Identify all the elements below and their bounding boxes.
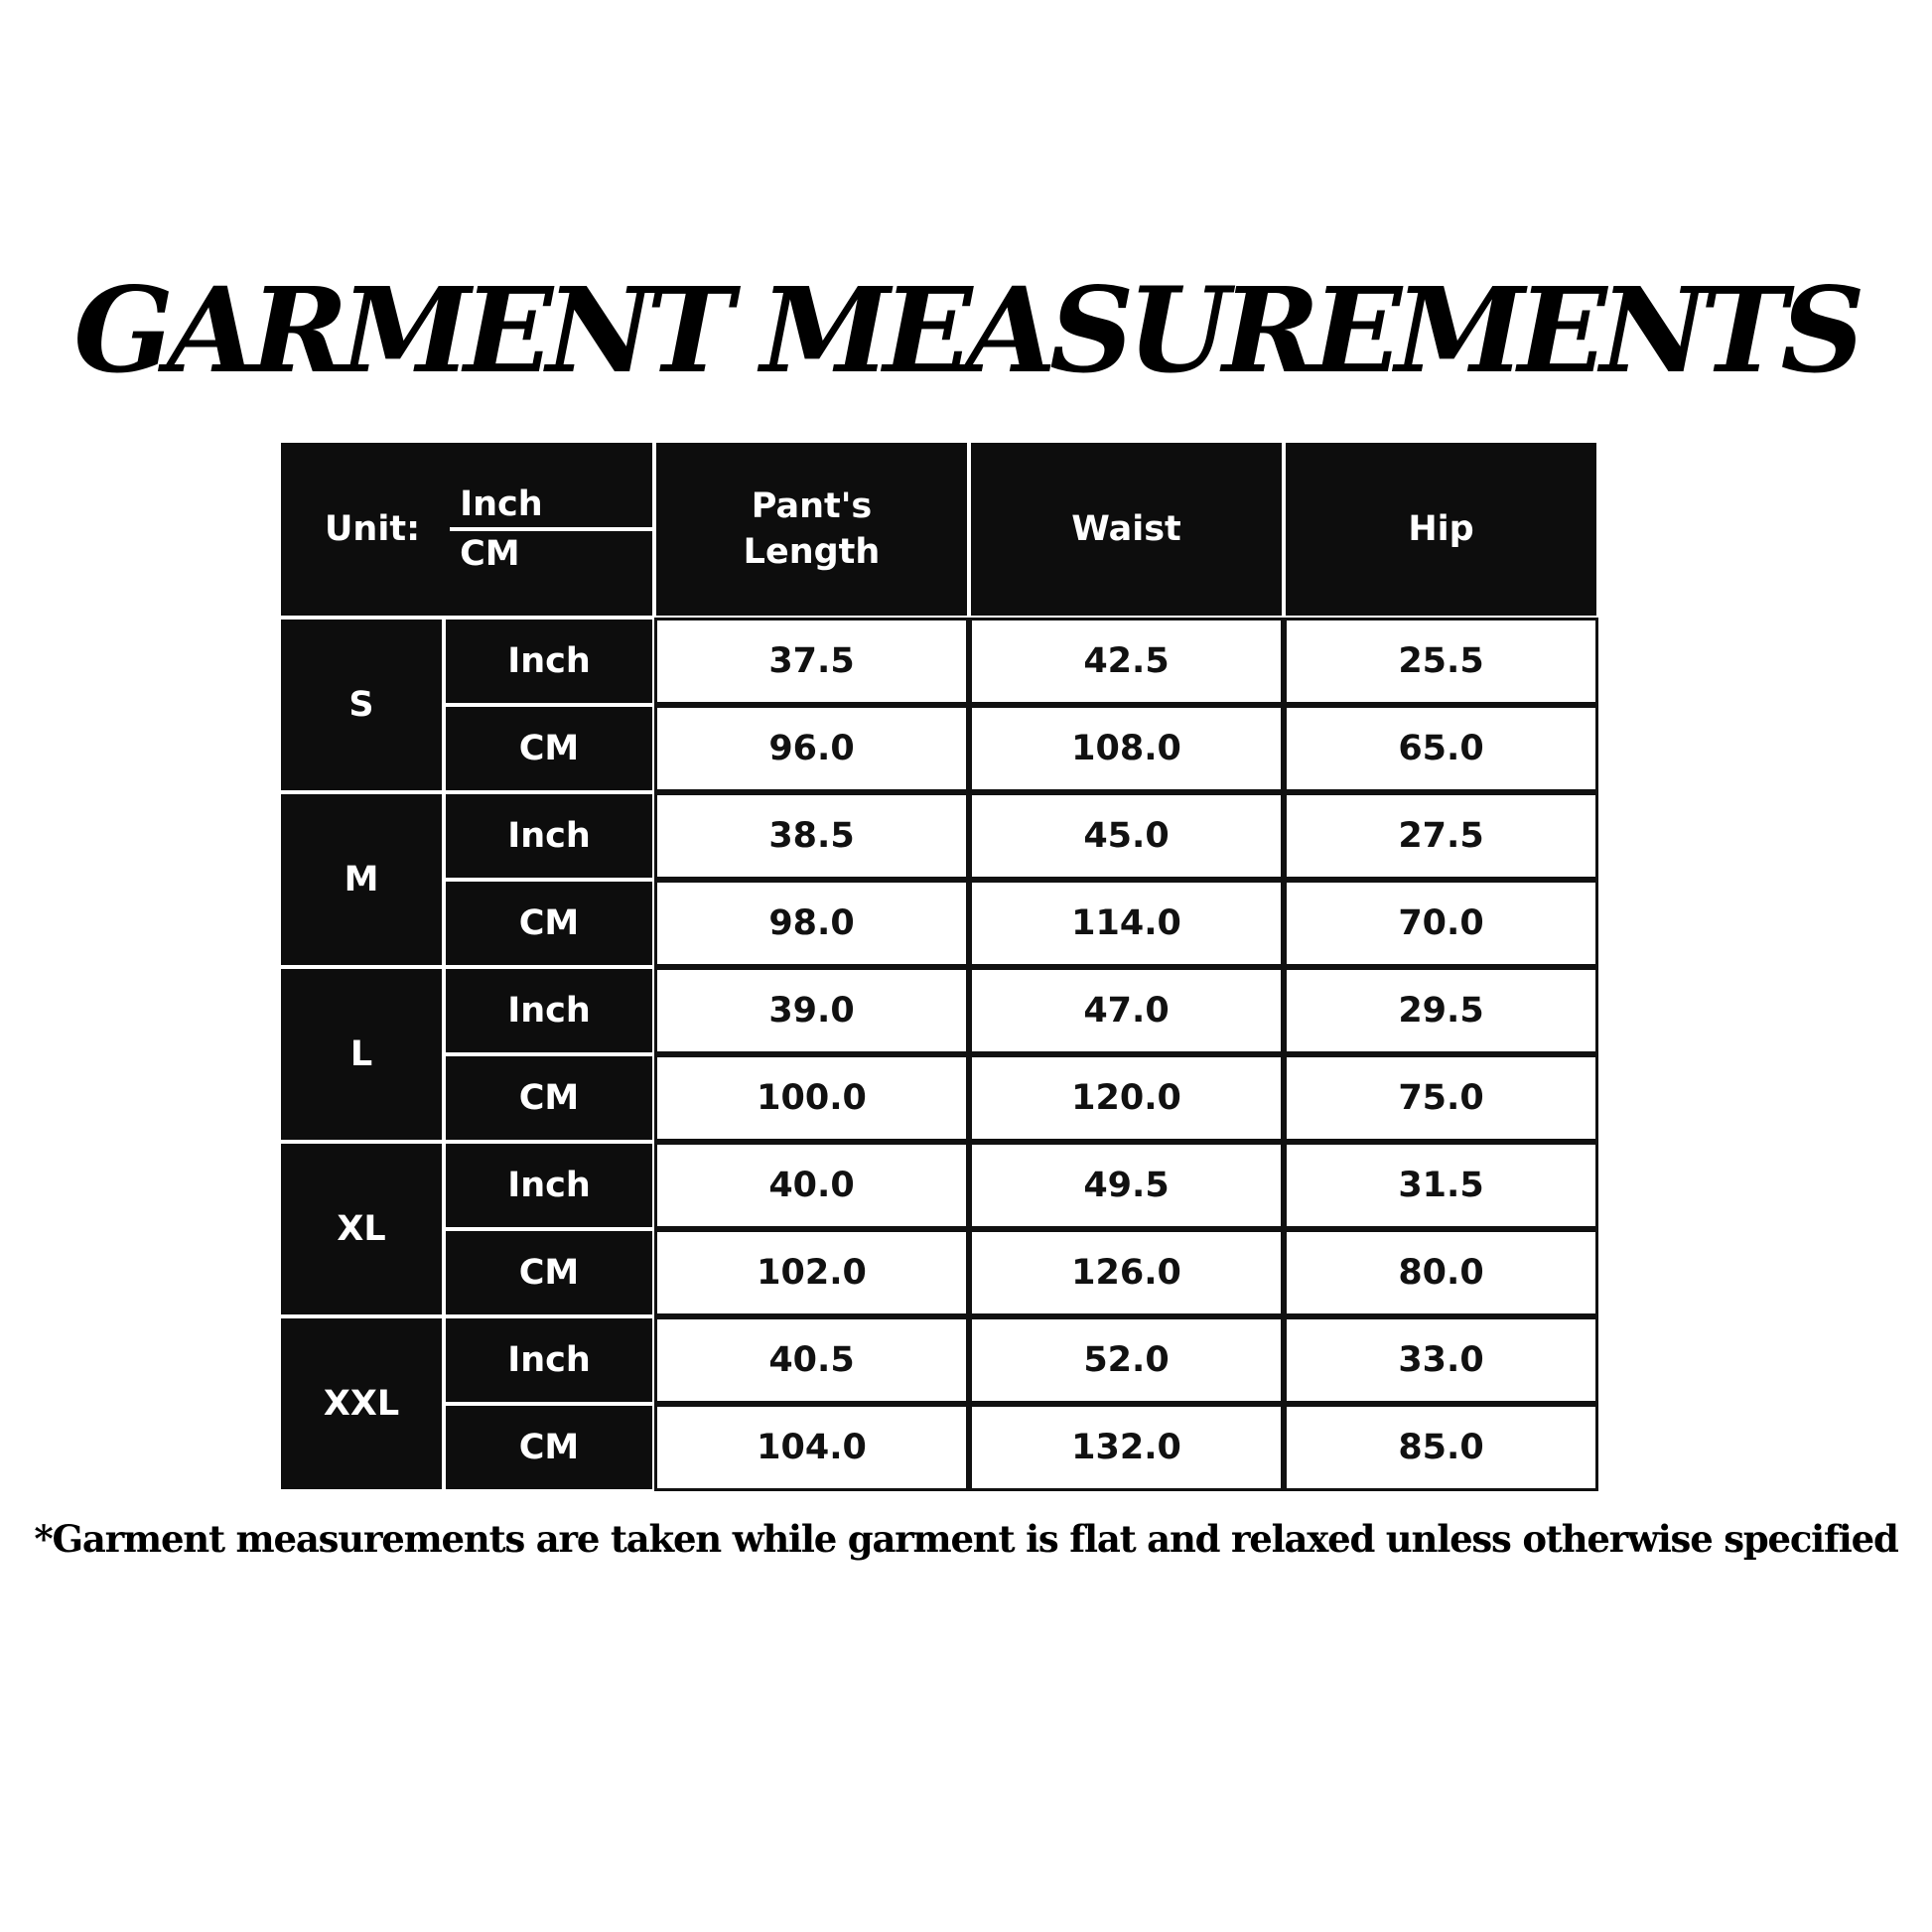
table-cell: 40.0 xyxy=(654,1142,969,1229)
table-cell: 108.0 xyxy=(969,705,1284,792)
table-cell: 52.0 xyxy=(969,1316,1284,1404)
table-cell: 42.5 xyxy=(969,618,1284,705)
footnote: *Garment measurements are taken while garment is flat and relaxed unless otherwise specified xyxy=(34,1517,1898,1561)
unit-row-label: Inch xyxy=(446,794,652,878)
unit-row-label: CM xyxy=(446,1231,652,1314)
table-cell: 33.0 xyxy=(1284,1316,1598,1404)
table-cell: 96.0 xyxy=(654,705,969,792)
unit-row-label: Inch xyxy=(446,1144,652,1227)
column-header: Hip xyxy=(1286,443,1596,616)
size-label: M xyxy=(281,794,442,965)
table-cell: 120.0 xyxy=(969,1054,1284,1142)
table-cell: 70.0 xyxy=(1284,880,1598,967)
table-cell: 49.5 xyxy=(969,1142,1284,1229)
table-cell: 100.0 xyxy=(654,1054,969,1142)
unit-row-label: CM xyxy=(446,1406,652,1489)
table-cell: 85.0 xyxy=(1284,1404,1598,1491)
table-cell: 104.0 xyxy=(654,1404,969,1491)
unit-row-label: CM xyxy=(446,707,652,790)
unit-stack xyxy=(450,482,666,577)
unit-row-label: Inch xyxy=(446,1318,652,1402)
unit-row-label: CM xyxy=(446,882,652,965)
table-cell: 31.5 xyxy=(1284,1142,1598,1229)
table-cell: 132.0 xyxy=(969,1404,1284,1491)
unit-header-cell xyxy=(281,443,652,616)
unit-cm-label: CM xyxy=(460,534,520,574)
table-cell: 39.0 xyxy=(654,967,969,1054)
size-label: XL xyxy=(281,1144,442,1314)
table-cell: 126.0 xyxy=(969,1229,1284,1316)
table-cell: 114.0 xyxy=(969,880,1284,967)
table-cell: 98.0 xyxy=(654,880,969,967)
table-cell: 40.5 xyxy=(654,1316,969,1404)
unit-row-label: Inch xyxy=(446,969,652,1052)
table-cell: 45.0 xyxy=(969,792,1284,880)
table-cell: 102.0 xyxy=(654,1229,969,1316)
size-label: XXL xyxy=(281,1318,442,1489)
unit-label: Unit: xyxy=(325,509,421,549)
unit-inch-label: Inch xyxy=(450,482,666,531)
unit-row-label: CM xyxy=(446,1056,652,1140)
table-cell: 80.0 xyxy=(1284,1229,1598,1316)
table-cell: 38.5 xyxy=(654,792,969,880)
size-chart-table xyxy=(281,443,1581,1493)
column-header: Waist xyxy=(971,443,1282,616)
table-cell: 25.5 xyxy=(1284,618,1598,705)
table-cell: 29.5 xyxy=(1284,967,1598,1054)
table-cell: 75.0 xyxy=(1284,1054,1598,1142)
size-label: L xyxy=(281,969,442,1140)
table-cell: 27.5 xyxy=(1284,792,1598,880)
table-cell: 47.0 xyxy=(969,967,1284,1054)
size-label: S xyxy=(281,620,442,790)
page-title: GARMENT MEASUREMENTS xyxy=(73,261,1859,399)
unit-row-label: Inch xyxy=(446,620,652,703)
column-header: Pant's Length xyxy=(656,443,967,616)
table-cell: 37.5 xyxy=(654,618,969,705)
table-cell: 65.0 xyxy=(1284,705,1598,792)
